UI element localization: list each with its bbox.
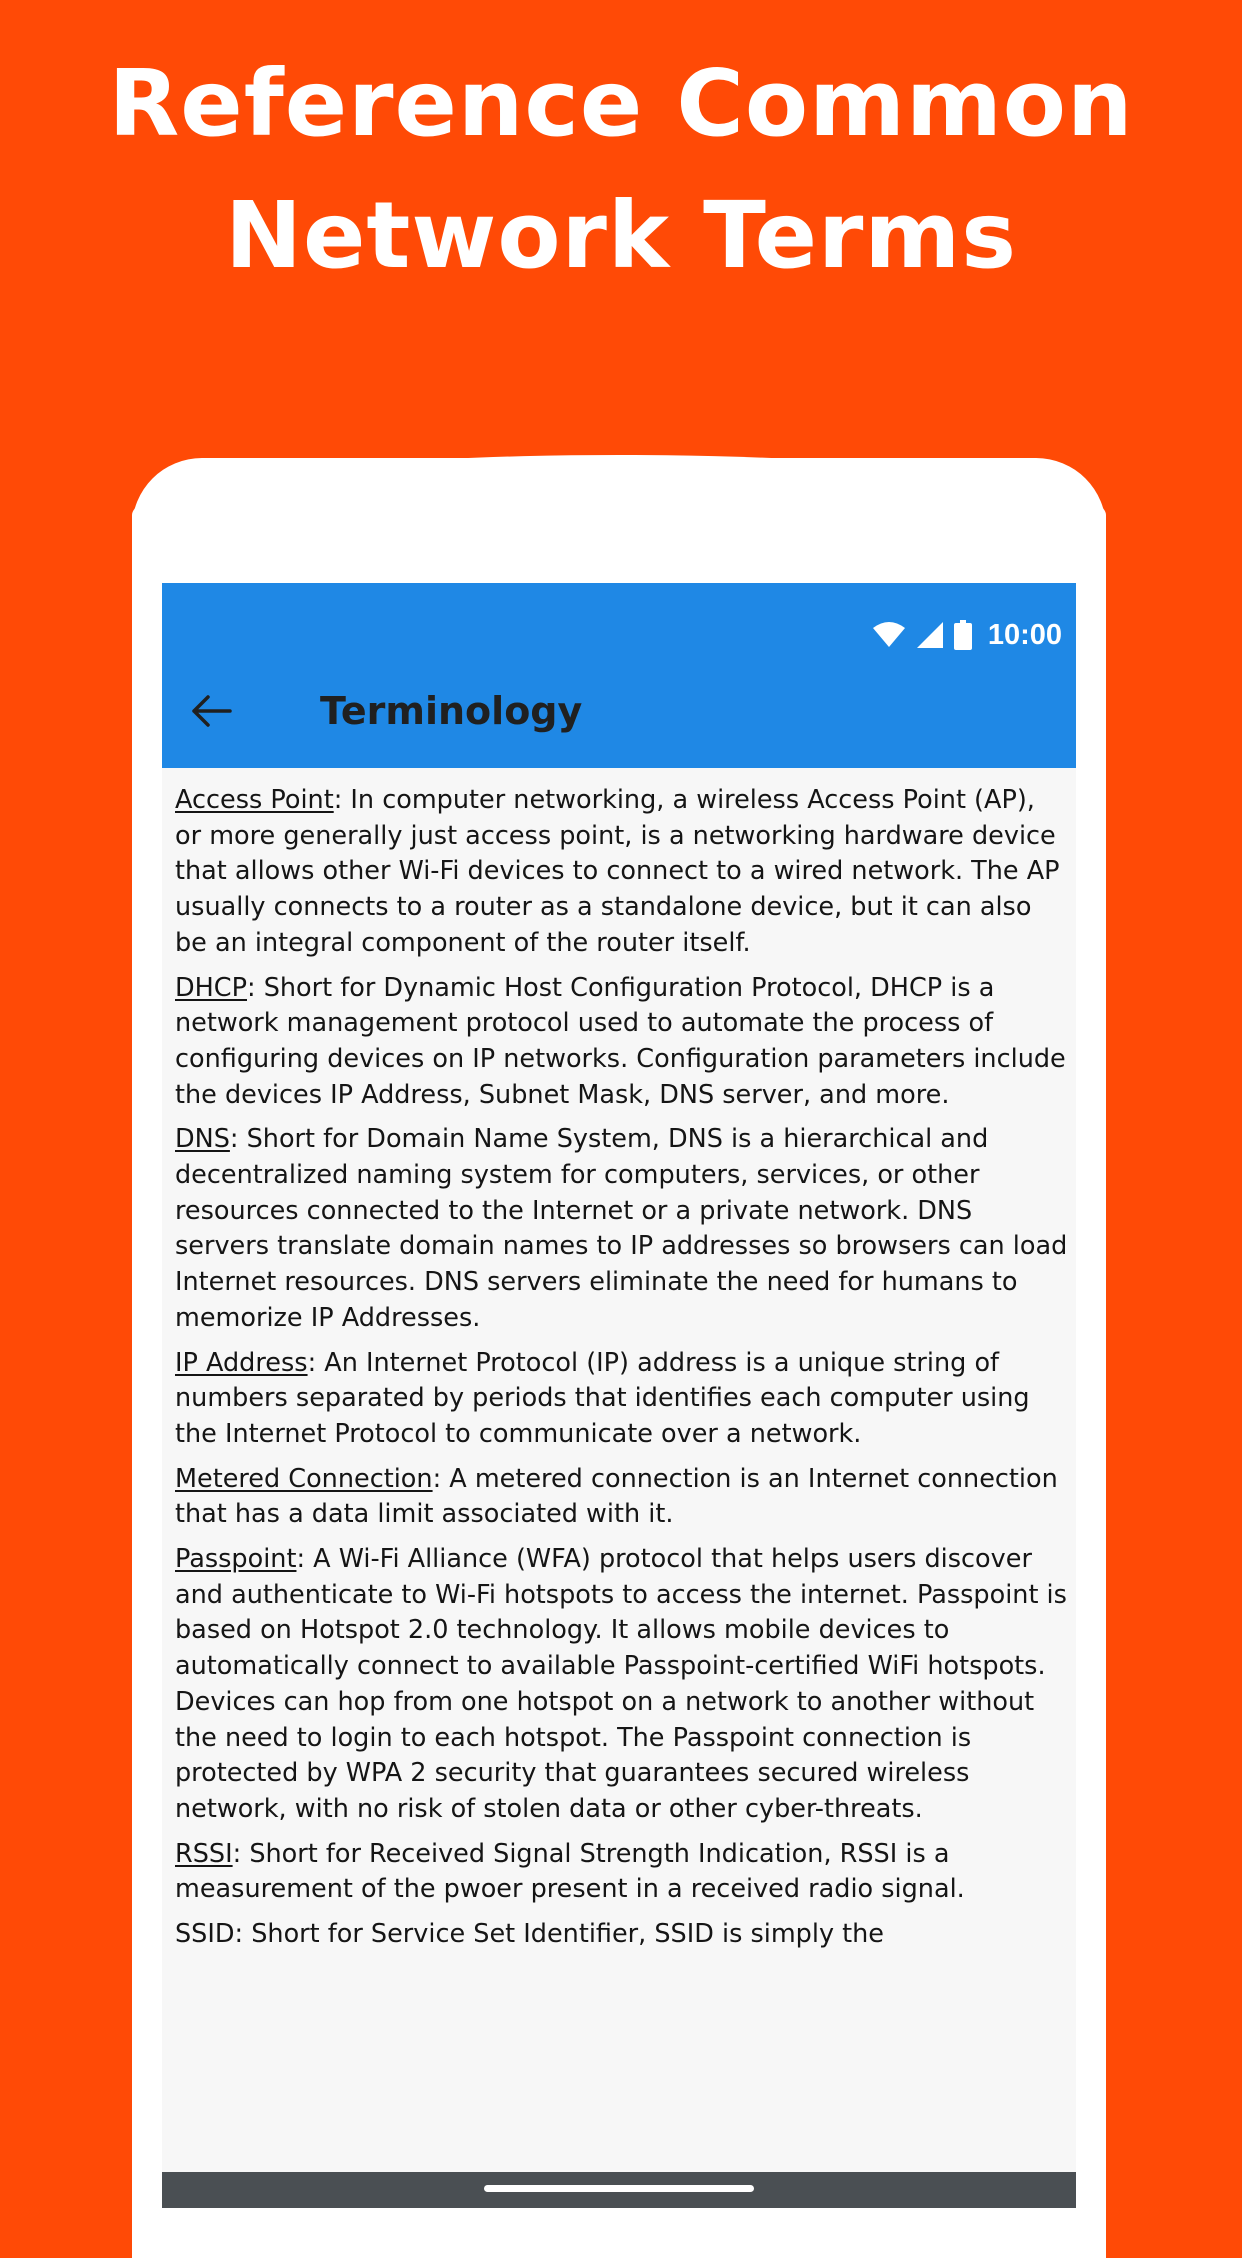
- page-title: Terminology: [320, 689, 583, 733]
- term-name: RSSI: [175, 1838, 233, 1869]
- term-name: Metered Connection: [175, 1463, 433, 1494]
- back-arrow-icon[interactable]: [190, 691, 238, 731]
- term-name: Passpoint: [175, 1544, 297, 1575]
- terminology-list: [175, 783, 1068, 1962]
- term-passpoint: [175, 1542, 1068, 1828]
- term-definition: : An Internet Protocol (IP) address is a unique string of numbers separated by periods that identifies each computer using the Internet Protocol to communicate over a network.: [175, 1347, 1030, 1449]
- app-screen: [162, 583, 1076, 2208]
- term-definition: : Short for Domain Name System, DNS is a hierarchical and decentralized naming system for computers, services, or other resources connected to the Internet or a private network. DNS servers translate domain names to IP addresses so browsers can load Internet resources. DNS servers eliminate the need for humans to memorize IP Addresses.: [175, 1124, 1068, 1333]
- promo-headline-line-1: Reference Common: [108, 50, 1134, 157]
- term-definition: : In computer networking, a wireless Access Point (AP), or more generally just access point, is a networking hardware device that allows other Wi-Fi devices to connect to a wired network. The AP usually connects to a router as a standalone device, but it can also be an integral component of the router itself.: [175, 785, 1060, 958]
- term-definition: : Short for Dynamic Host Configuration Protocol, DHCP is a network management protocol used to automate the process of configuring devices on IP networks. Configuration parameters include the devices IP Address, Subnet Mask, DNS server, and more.: [175, 972, 1066, 1110]
- term-name: SSID: [175, 1919, 235, 1950]
- term-access-point: [175, 783, 1068, 962]
- term-definition: : A Wi-Fi Alliance (WFA) protocol that helps users discover and authenticate to Wi-Fi hotspots to access the internet. Passpoint is based on Hotspot 2.0 technology. It allows mobile devices to automatically connect to available Passpoint-certified WiFi hotspots. Devices can hop from one hotspot on a network to another without the need to login to each hotspot. The Passpoint connection is protected by WPA 2 security that guarantees secured wireless network, with no risk of stolen data or other cyber-threats.: [175, 1544, 1067, 1824]
- term-dhcp: [175, 971, 1068, 1114]
- term-name: IP Address: [175, 1347, 308, 1378]
- battery-icon: [954, 620, 972, 650]
- term-name: DHCP: [175, 972, 247, 1003]
- home-indicator[interactable]: [484, 2185, 754, 2192]
- system-navigation-bar: [162, 2172, 1076, 2208]
- phone-frame-top: [132, 455, 1106, 595]
- promo-headline: [0, 38, 1242, 302]
- cellular-signal-icon: [916, 621, 944, 649]
- status-time: 10:00: [987, 618, 1062, 651]
- term-ssid: [175, 1917, 1068, 1953]
- term-definition: : A metered connection is an Internet connection that has a data limit associated with it.: [175, 1463, 1058, 1530]
- term-metered-connection: [175, 1462, 1068, 1533]
- term-name: Access Point: [175, 785, 334, 815]
- term-name: DNS: [175, 1124, 230, 1155]
- app-bar: [162, 583, 1076, 768]
- wifi-icon: [872, 622, 906, 648]
- term-dns: [175, 1122, 1068, 1336]
- term-ip-address: [175, 1346, 1068, 1453]
- term-definition: : Short for Service Set Identifier, SSID is simply the: [234, 1919, 884, 1950]
- promo-headline-line-2: Network Terms: [224, 182, 1018, 289]
- status-bar: [872, 615, 1062, 655]
- term-rssi: [175, 1837, 1068, 1908]
- term-definition: : Short for Received Signal Strength Indication, RSSI is a measurement of the pwoer present in a received radio signal.: [175, 1838, 965, 1905]
